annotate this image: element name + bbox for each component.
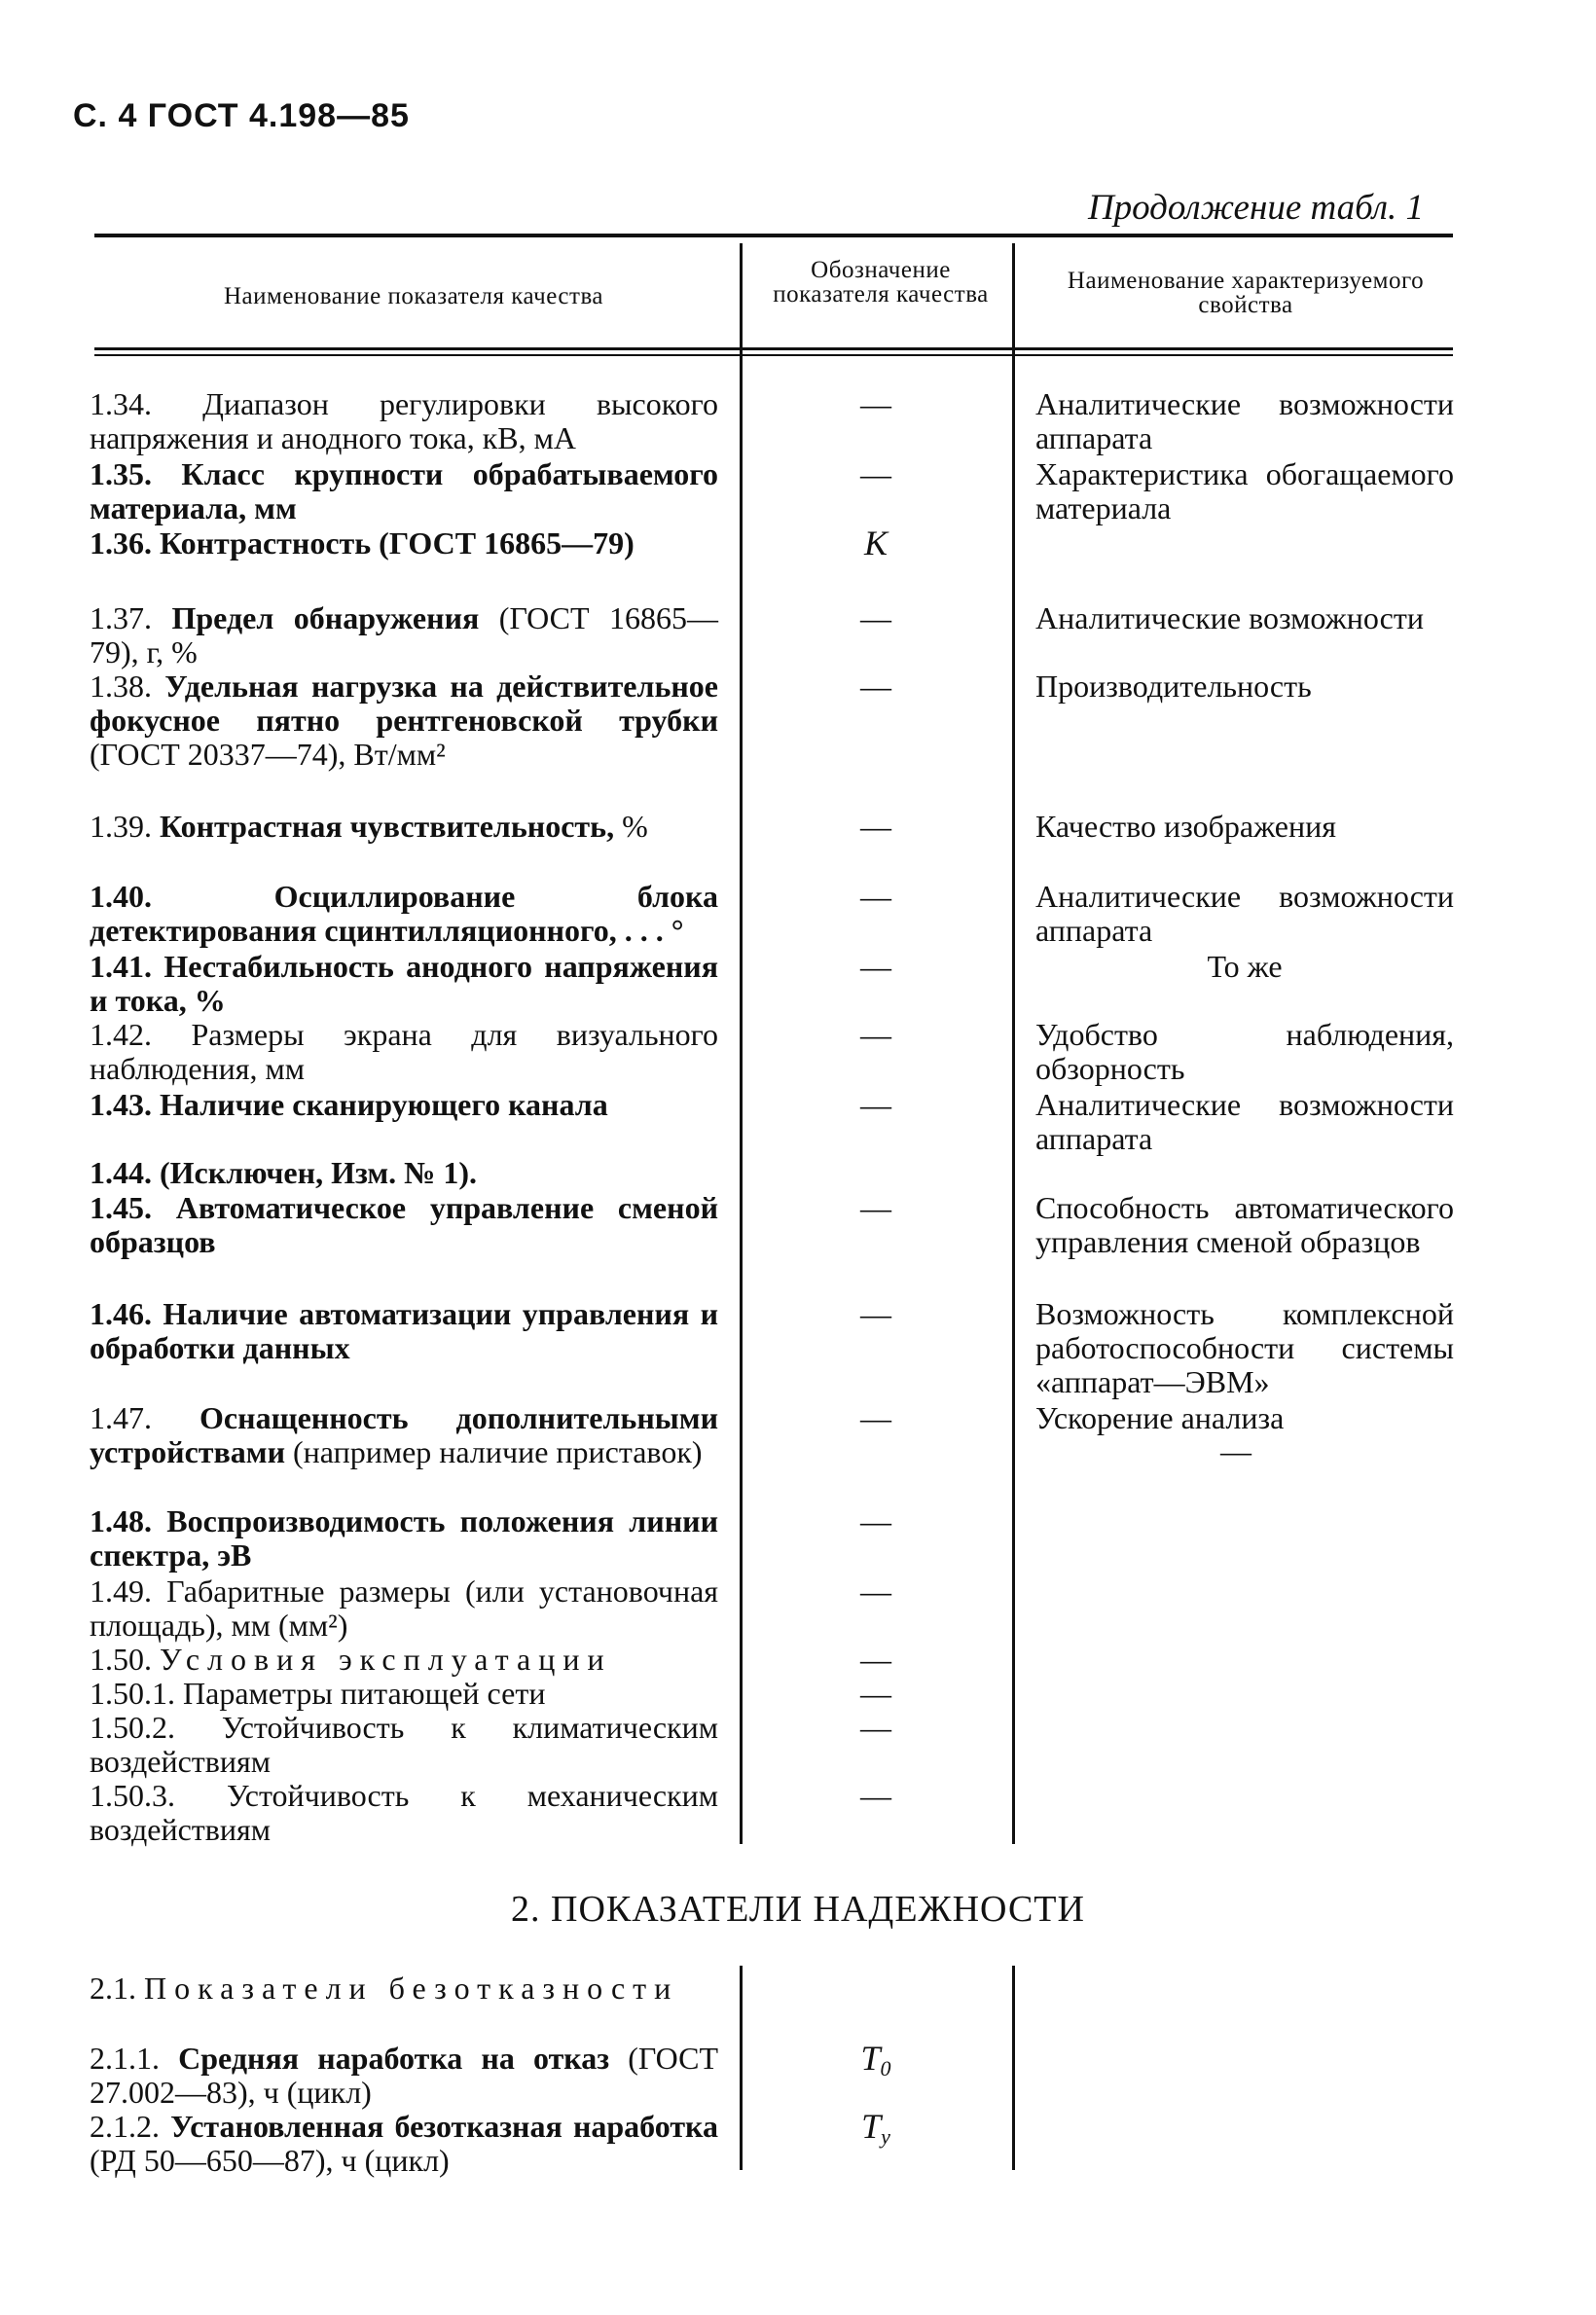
header-bottom-rule [94,347,1453,350]
table-row-symbol: — [860,949,891,984]
table-row-property: Способность автоматического управления сменой образцов [1035,1190,1454,1259]
table-row-symbol: — [860,600,891,635]
table-row-name: 1.46. Наличие автоматизации управления и обработки данных [90,1296,718,1365]
column-header-property: Наименование характеризуемого свойства [1067,268,1425,318]
table-row-property: То же [1207,949,1283,984]
table-row-symbol: — [860,1087,891,1122]
table-row-symbol: — [860,669,891,704]
table-row-property: Характеристика обогащаемого материала [1035,456,1454,525]
table-row-name: 1.42. Размеры экрана для визуального наблюдения, мм [90,1017,719,1086]
table-row-name: 1.45. Автоматическое управление сменой образцов [90,1190,718,1259]
table-row-symbol: — [860,1503,891,1538]
table-row-name: 2.1.1. Средняя наработка на отказ (ГОСТ 27.002—83), ч (цикл) [90,2041,718,2110]
section-title: 2. ПОКАЗАТЕЛИ НАДЕЖНОСТИ [511,1889,1085,1930]
table-row-property-dash: — [1220,1433,1251,1468]
table-row-name: 1.50.3. Устойчивость к механическим воздействиям [90,1778,719,1847]
column-divider-1-section2 [740,1966,743,2170]
table-row-property: Удобство наблюдения, обзорность [1035,1017,1454,1086]
table-row-name: 2.1. Показатели безотказности [90,1971,679,2006]
table-row-symbol: — [860,1573,891,1609]
column-header-name: Наименование показателя качества [223,283,604,309]
table-row-name: 1.41. Нестабильность анодного напряжения и тока, % [90,949,719,1018]
table-row-property: Аналитические возможности [1035,600,1424,635]
table-row-symbol: — [860,1778,891,1813]
table-row-symbol: — [860,1296,891,1331]
table-row-symbol: — [860,1676,891,1711]
table-continuation-label: Продолжение табл. 1 [1087,188,1424,228]
table-row-symbol: $T_0$ [860,2039,891,2080]
table-row-symbol: — [860,1642,891,1677]
table-row-name: 1.39. Контрастная чувствительность, % [90,809,648,844]
table-row-symbol: — [860,1710,891,1745]
table-row-symbol: — [860,456,891,491]
table-row-name: 1.36. Контрастность (ГОСТ 16865—79) [90,525,635,561]
table-row-name: 1.40. Осциллирование блока детектирования сцинтилляционного, . . . ° [90,879,718,948]
table-row-name: 1.47. Оснащенность дополнительными устройствами (например наличие приставок) [90,1400,719,1469]
table-row-property: Производительность [1035,669,1312,704]
table-row-name: 1.44. (Исключен, Изм. № 1). [90,1155,477,1190]
page-header: С. 4 ГОСТ 4.198—85 [73,97,410,134]
table-row-symbol: — [860,879,891,914]
table-row-symbol: $T_у$ [861,2107,890,2149]
table-row-name: 1.34. Диапазон регулировки высокого напряжения и анодного тока, кВ, мА [90,386,719,455]
table-row-name: 1.49. Габаритные размеры (или установочная площадь), мм (мм²) [90,1573,719,1643]
table-row-symbol: К [864,524,888,562]
table-row-name: 1.48. Воспроизводимость положения линии спектра, эВ [90,1503,718,1573]
table-row-symbol: — [860,1017,891,1052]
table-row-property: Возможность комплексной работоспособности системы «аппарат—ЭВМ» [1035,1296,1454,1399]
table-row-symbol: — [860,1190,891,1225]
table-row-name: 1.50. Условия эксплуатации [90,1642,612,1677]
table-row-name: 1.35. Класс крупности обрабатываемого материала, мм [90,456,718,525]
column-divider-2 [1012,243,1015,1844]
table-row-property: Аналитические возможности аппарата [1035,386,1454,455]
column-header-symbol: Обозначение показателя качества [773,257,989,307]
table-row-name: 1.50.1. Параметры питающей сети [90,1676,546,1711]
table-row-name: 1.43. Наличие сканирующего канала [90,1087,608,1122]
table-row-symbol: — [860,809,891,844]
table-row-name: 2.1.2. Установленная безотказная наработка (РД 50—650—87), ч (цикл) [90,2109,719,2178]
column-divider-1 [740,243,743,1844]
table-row-name: 1.37. Предел обнаружения (ГОСТ 16865—79), г, % [90,600,718,669]
table-row-symbol: — [860,386,891,421]
table-row-property: Аналитические возможности аппарата [1035,879,1454,948]
table-row-name: 1.38. Удельная нагрузка на действительное фокусное пятно рентгеновской трубки (ГОСТ 20337—74), Вт/мм² [90,669,719,772]
table-row-symbol: — [860,1400,891,1435]
header-bottom-rule-inner [94,354,1453,356]
table-row-property: Качество изображения [1035,809,1336,844]
table-row-property: Аналитические возможности аппарата [1035,1087,1454,1156]
table-row-property: Ускорение анализа [1035,1400,1285,1435]
table-row-name: 1.50.2. Устойчивость к климатическим воздействиям [90,1710,719,1779]
table-top-rule [94,234,1453,237]
column-divider-2-section2 [1012,1966,1015,2170]
